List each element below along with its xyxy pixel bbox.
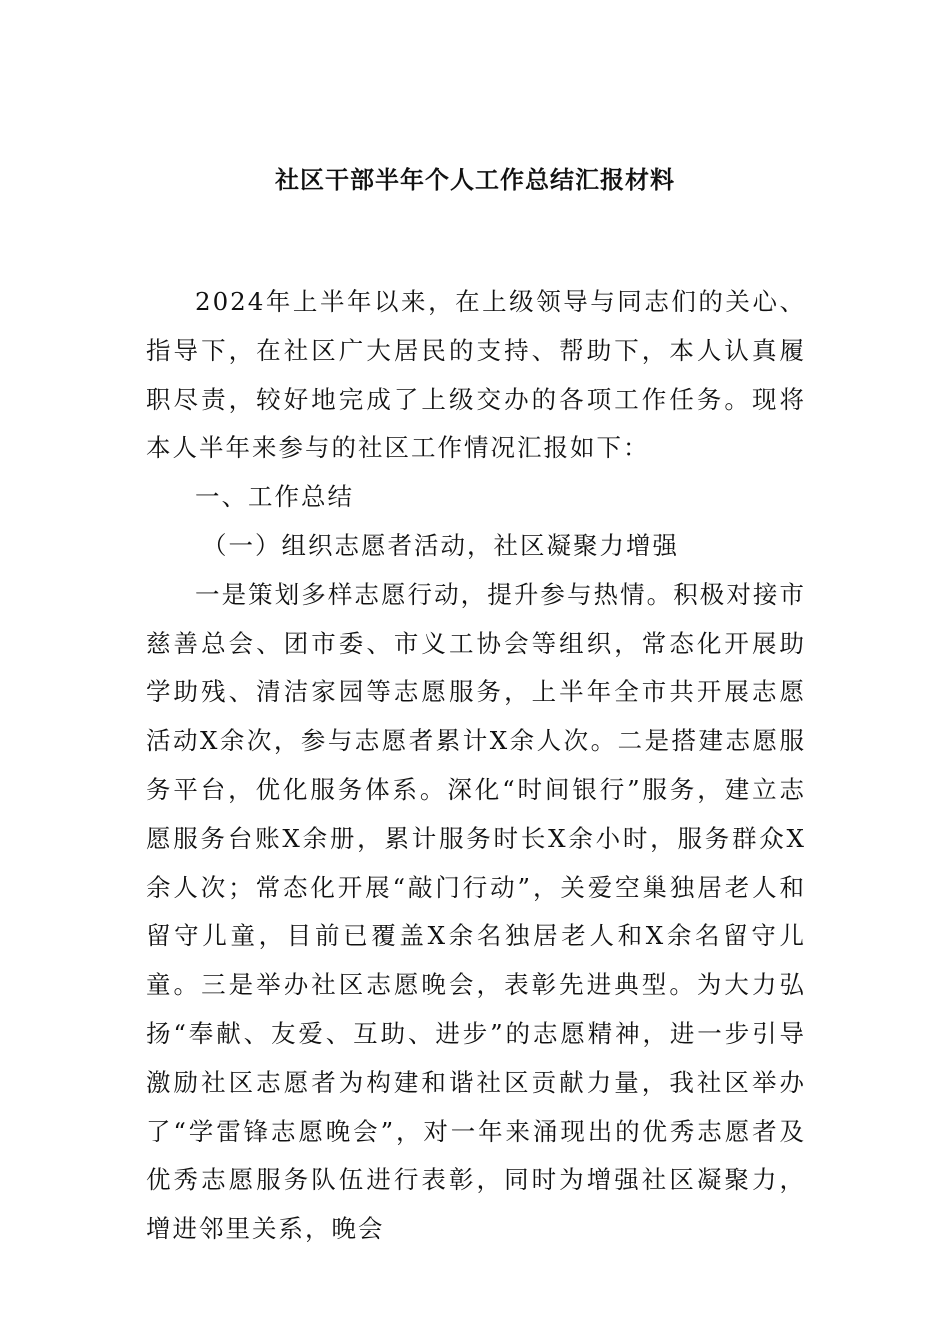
- subsection-heading: （一）组织志愿者活动，社区凝聚力增强: [202, 530, 679, 560]
- section-heading: 一、工作总结: [195, 482, 354, 512]
- document-body: [146, 278, 806, 1254]
- document-title: 社区干部半年个人工作总结汇报材料: [275, 165, 675, 194]
- body-paragraph: 一是策划多样志愿行动，提升参与热情。积极对接市慈善总会、团市委、市义工协会等组织，常态化开展助学助残、清洁家园等志愿服务，上半年全市共开展志愿活动X余次，参与志愿者累计X余人次。二是搭建志愿服务平台，优化服务体系。深化“时间银行”服务，建立志愿服务台账X余册，累计服务时长X余小时，服务群众X余人次；常态化开展“敲门行动”，关爱空巢独居老人和留守儿童，目前已覆盖X余名独居老人和X余名留守儿童。三是举办社区志愿晚会，表彰先进典型。为大力弘扬“奉献、友爱、互助、进步”的志愿精神，进一步引导激励社区志愿者为构建和谐社区贡献力量，我社区举办了“学雷锋志愿晚会”，对一年来涌现出的优秀志愿者及优秀志愿服务队伍进行表彰，同时为增强社区凝聚力，增进邻里关系，晚会: [146, 579, 806, 1244]
- intro-paragraph: 2024年上半年以来，在上级领导与同志们的关心、指导下，在社区广大居民的支持、帮助下，本人认真履职尽责，较好地完成了上级交办的各项工作任务。现将本人半年来参与的社区工作情况汇报如下：: [146, 287, 806, 463]
